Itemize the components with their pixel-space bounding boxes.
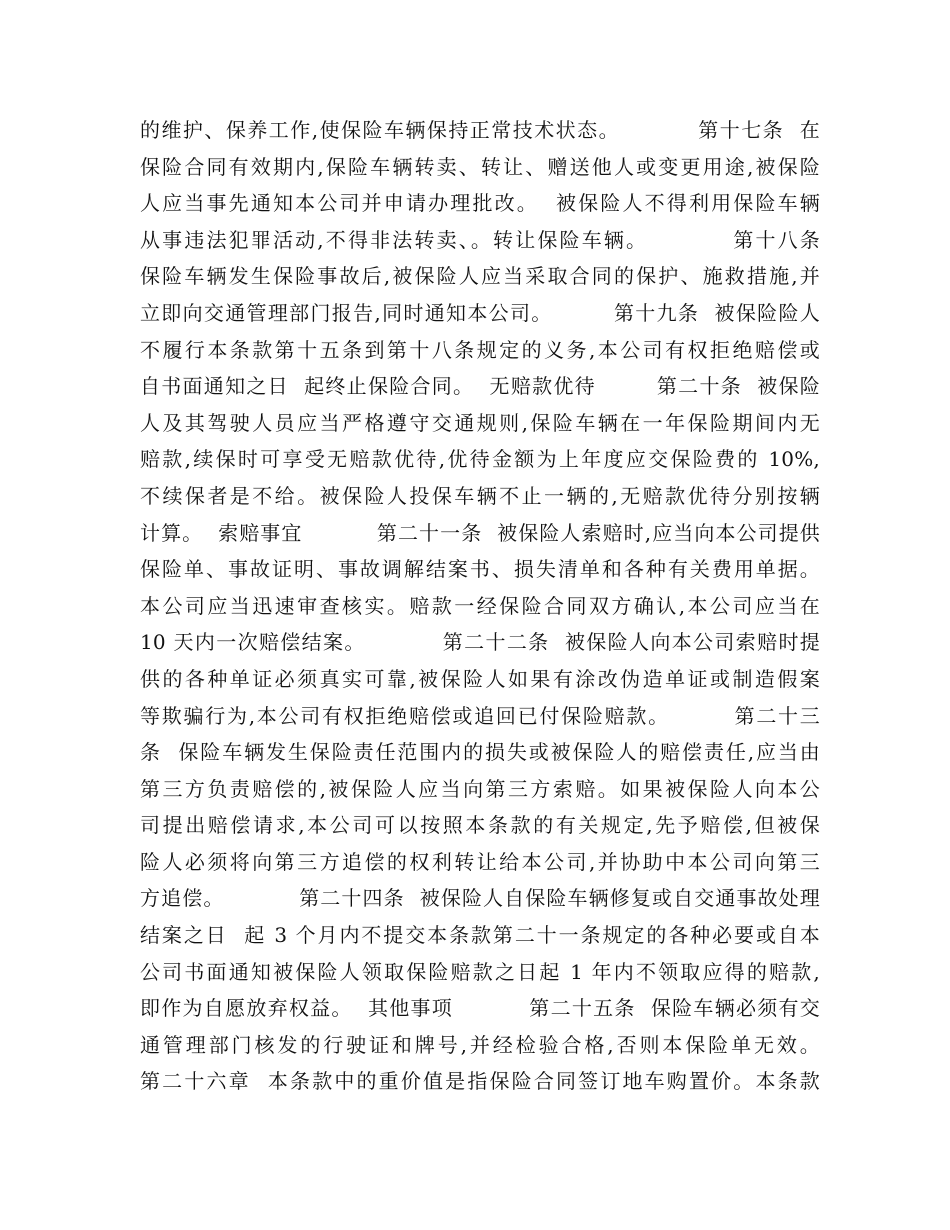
text-line: 方追偿。 第二十四条 被保险人自保险车辆修复或自交通事故处理 <box>140 886 820 911</box>
text-line: 等欺骗行为,本公司有权拒绝赔偿或追回已付保险赔款。 第二十三 <box>140 703 820 728</box>
text-line: 的维护、保养工作,使保险车辆保持正常技术状态。 第十七条 在 <box>140 118 820 142</box>
text-line: 人应当事先通知本公司并申请办理批改。 被保险人不得利用保险车辆 <box>140 191 820 216</box>
text-line: 从事违法犯罪活动,不得非法转卖、。转让保险车辆。 第十八条 <box>140 227 820 252</box>
text-line: 不履行本条款第十五条到第十八条规定的义务,本公司有权拒绝赔偿或 <box>140 337 820 362</box>
text-line: 司提出赔偿请求,本公司可以按照本条款的有关规定,先予赔偿,但被保 <box>140 813 820 838</box>
text-line: 人及其驾驶人员应当严格遵守交通规则,保险车辆在一年保险期间内无 <box>140 410 820 435</box>
text-line: 10 天内一次赔偿结案。 第二十二条 被保险人向本公司索赔时提 <box>140 630 820 655</box>
text-line: 第二十六章 本条款中的重价值是指保险合同签订地车购置价。本条款 <box>140 1069 820 1094</box>
text-line: 供的各种单证必须真实可靠,被保险人如果有涂改伪造单证或制造假案 <box>140 666 820 691</box>
text-line: 自书面通知之日 起终止保险合同。 无赔款优待 第二十条 被保险 <box>140 374 820 399</box>
text-line: 条 保险车辆发生保险责任范围内的损失或被保险人的赔偿责任,应当由 <box>140 740 820 765</box>
text-line: 第三方负责赔偿的,被保险人应当向第三方索赔。如果被保险人向本公 <box>140 776 820 801</box>
text-line: 本公司应当迅速审查核实。赔款一经保险合同双方确认,本公司应当在 <box>140 593 820 618</box>
text-line: 计算。 索赔事宜 第二十一条 被保险人索赔时,应当向本公司提供 <box>140 520 820 545</box>
text-line: 不续保者是不给。被保险人投保车辆不止一辆的,无赔款优待分别按辆 <box>140 483 820 508</box>
text-line: 通管理部门核发的行驶证和牌号,并经检验合格,否则本保险单无效。 <box>140 1032 820 1057</box>
text-line: 结案之日 起 3 个月内不提交本条款第二十一条规定的各种必要或自本 <box>140 923 820 948</box>
text-line: 保险车辆发生保险事故后,被保险人应当采取合同的保护、施救措施,并 <box>140 264 820 289</box>
text-line: 公司书面通知被保险人领取保险赔款之日起 1 年内不领取应得的赔款, <box>140 959 820 984</box>
text-line: 保险合同有效期内,保险车辆转卖、转让、赠送他人或变更用途,被保险 <box>140 154 820 179</box>
text-line: 即作为自愿放弃权益。 其他事项 第二十五条 保险车辆必须有交 <box>140 996 820 1021</box>
text-line: 保险单、事故证明、事故调解结案书、损失清单和各种有关费用单据。 <box>140 557 820 582</box>
text-line: 赔款,续保时可享受无赔款优待,优待金额为上年度应交保险费的 10%, <box>140 447 820 472</box>
text-line: 险人必须将向第三方追偿的权利转让给本公司,并协助中本公司向第三 <box>140 849 820 874</box>
body-text <box>140 112 820 1100</box>
text-line: 立即向交通管理部门报告,同时通知本公司。 第十九条 被保险险人 <box>140 300 820 325</box>
